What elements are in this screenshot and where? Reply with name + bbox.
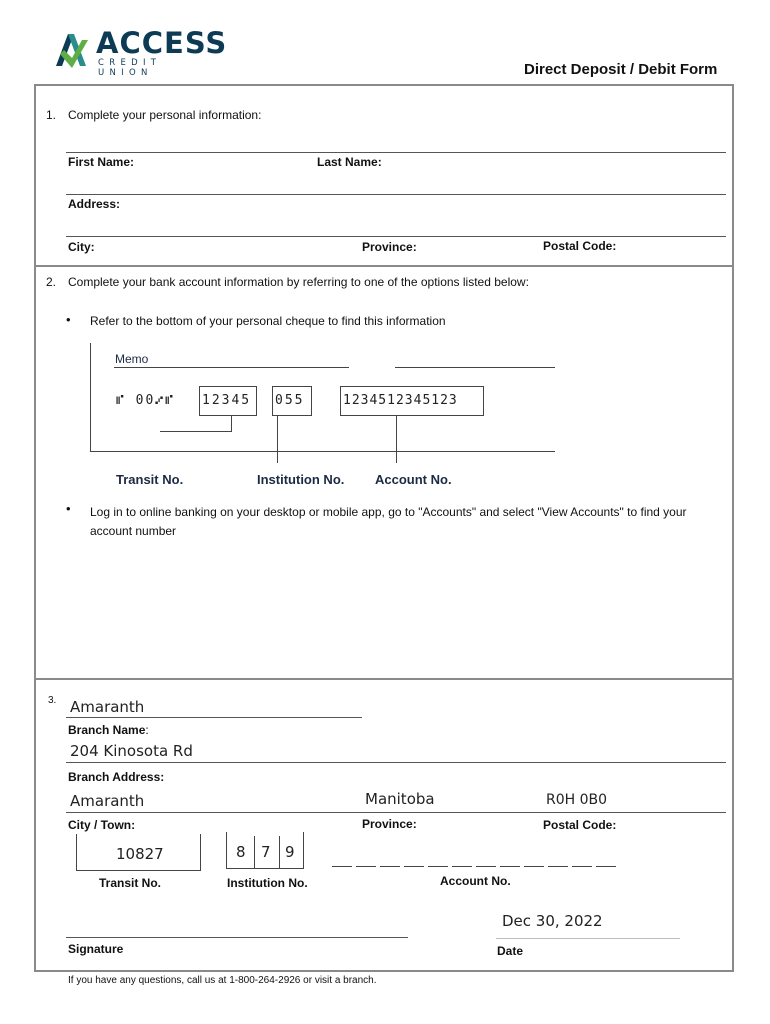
postal-code-value: R0H 0B0 bbox=[546, 792, 608, 808]
transit-pointer-vertical bbox=[231, 415, 232, 432]
access-logo-mark-icon bbox=[54, 28, 94, 70]
micr-transit: 12345 bbox=[202, 393, 252, 408]
account-dashes bbox=[332, 866, 618, 868]
logo bbox=[54, 26, 228, 78]
branch-name-value: Amaranth bbox=[70, 698, 145, 716]
account-digit-dash bbox=[572, 866, 592, 867]
signature-underline bbox=[66, 937, 408, 938]
institution-divider-1 bbox=[254, 836, 255, 868]
account-digit-dash bbox=[404, 866, 424, 867]
province-value: Manitoba bbox=[365, 790, 435, 808]
account-digit-dash bbox=[476, 866, 496, 867]
city-province-underline bbox=[66, 812, 726, 813]
bullet-dot-1: • bbox=[66, 312, 71, 327]
date-underline bbox=[496, 938, 680, 939]
city-town-value: Amaranth bbox=[70, 792, 145, 810]
section-3-number: 3. bbox=[48, 695, 57, 706]
branch-name-label bbox=[68, 723, 149, 737]
section-2-number: 2. bbox=[46, 275, 57, 289]
institution-digit-1: 8 bbox=[236, 843, 246, 861]
signature-label: Signature bbox=[68, 942, 124, 956]
micr-account: 1234512345123 bbox=[343, 393, 458, 408]
account-label: Account No. bbox=[440, 874, 511, 888]
cheque-left-edge bbox=[90, 343, 91, 452]
signature-line-cheque bbox=[395, 367, 555, 368]
city-town-label: City / Town: bbox=[68, 818, 136, 832]
branch-address-value: 204 Kinosota Rd bbox=[70, 742, 193, 760]
bullet-1-text: Refer to the bottom of your personal cheque to find this information bbox=[90, 314, 446, 328]
account-digit-dash bbox=[524, 866, 544, 867]
account-digit-dash bbox=[500, 866, 520, 867]
branch-name-underline bbox=[66, 717, 362, 718]
memo-label: Memo bbox=[115, 352, 149, 366]
account-digit-dash bbox=[596, 866, 616, 867]
institution-digit-3: 9 bbox=[285, 843, 295, 861]
account-digit-dash bbox=[380, 866, 400, 867]
account-digit-dash bbox=[356, 866, 376, 867]
date-value: Dec 30, 2022 bbox=[502, 912, 603, 930]
section-3-postal-label: Postal Code: bbox=[543, 818, 617, 832]
first-name-label: First Name: bbox=[68, 155, 135, 169]
institution-divider-2 bbox=[279, 836, 280, 868]
micr-institution: 055 bbox=[275, 393, 305, 408]
section-1-number: 1. bbox=[46, 108, 57, 122]
section-1-instruction: Complete your personal information: bbox=[68, 108, 262, 122]
cheque-institution-label: Institution No. bbox=[257, 472, 345, 487]
date-label: Date bbox=[497, 944, 524, 958]
cheque-bottom-edge bbox=[90, 451, 555, 452]
address-underline bbox=[66, 194, 726, 195]
transit-label: Transit No. bbox=[99, 876, 162, 890]
logo-wordmark: ACCESS bbox=[96, 26, 228, 60]
bullet-2-text: Log in to online banking on your desktop or mobile app, go to "Accounts" and select "View Accounts" to find your account number bbox=[90, 505, 687, 538]
institution-pointer bbox=[277, 415, 278, 463]
section-3-province-label: Province: bbox=[362, 817, 417, 831]
account-pointer bbox=[396, 415, 397, 463]
account-digit-dash bbox=[428, 866, 448, 867]
branch-name-label-colon: : bbox=[145, 723, 149, 737]
branch-address-underline bbox=[66, 762, 726, 763]
address-label: Address: bbox=[68, 197, 121, 211]
form-title: Direct Deposit / Debit Form bbox=[524, 61, 718, 78]
postal-code-label: Postal Code: bbox=[543, 239, 617, 253]
province-label: Province: bbox=[362, 240, 417, 254]
last-name-label: Last Name: bbox=[317, 155, 382, 169]
cheque-illustration bbox=[90, 343, 556, 453]
account-digit-dash bbox=[332, 866, 352, 867]
logo-subtitle: CREDIT UNION bbox=[98, 58, 162, 78]
cheque-transit-label: Transit No. bbox=[116, 472, 184, 487]
institution-digit-2: 7 bbox=[261, 843, 271, 861]
transit-value: 10827 bbox=[116, 845, 164, 863]
section-2-instruction: Complete your bank account information by referring to one of the options listed below: bbox=[68, 275, 529, 289]
account-digit-dash bbox=[452, 866, 472, 867]
institution-label: Institution No. bbox=[227, 876, 308, 890]
footer-note: If you have any questions, call us at 1-800-264-2926 or visit a branch. bbox=[68, 975, 377, 986]
cheque-account-label: Account No. bbox=[375, 472, 452, 487]
micr-prefix: ⑈ 00⑇⑈ bbox=[116, 393, 175, 408]
city-underline bbox=[66, 236, 726, 237]
memo-line bbox=[114, 367, 349, 368]
account-digit-dash bbox=[548, 866, 568, 867]
city-label: City: bbox=[68, 240, 95, 254]
branch-name-label-text: Branch Name bbox=[68, 723, 146, 737]
bullet-dot-2: • bbox=[66, 501, 71, 516]
transit-pointer-horizontal bbox=[160, 431, 232, 432]
first-name-underline bbox=[66, 152, 726, 153]
branch-address-label: Branch Address: bbox=[68, 770, 165, 784]
